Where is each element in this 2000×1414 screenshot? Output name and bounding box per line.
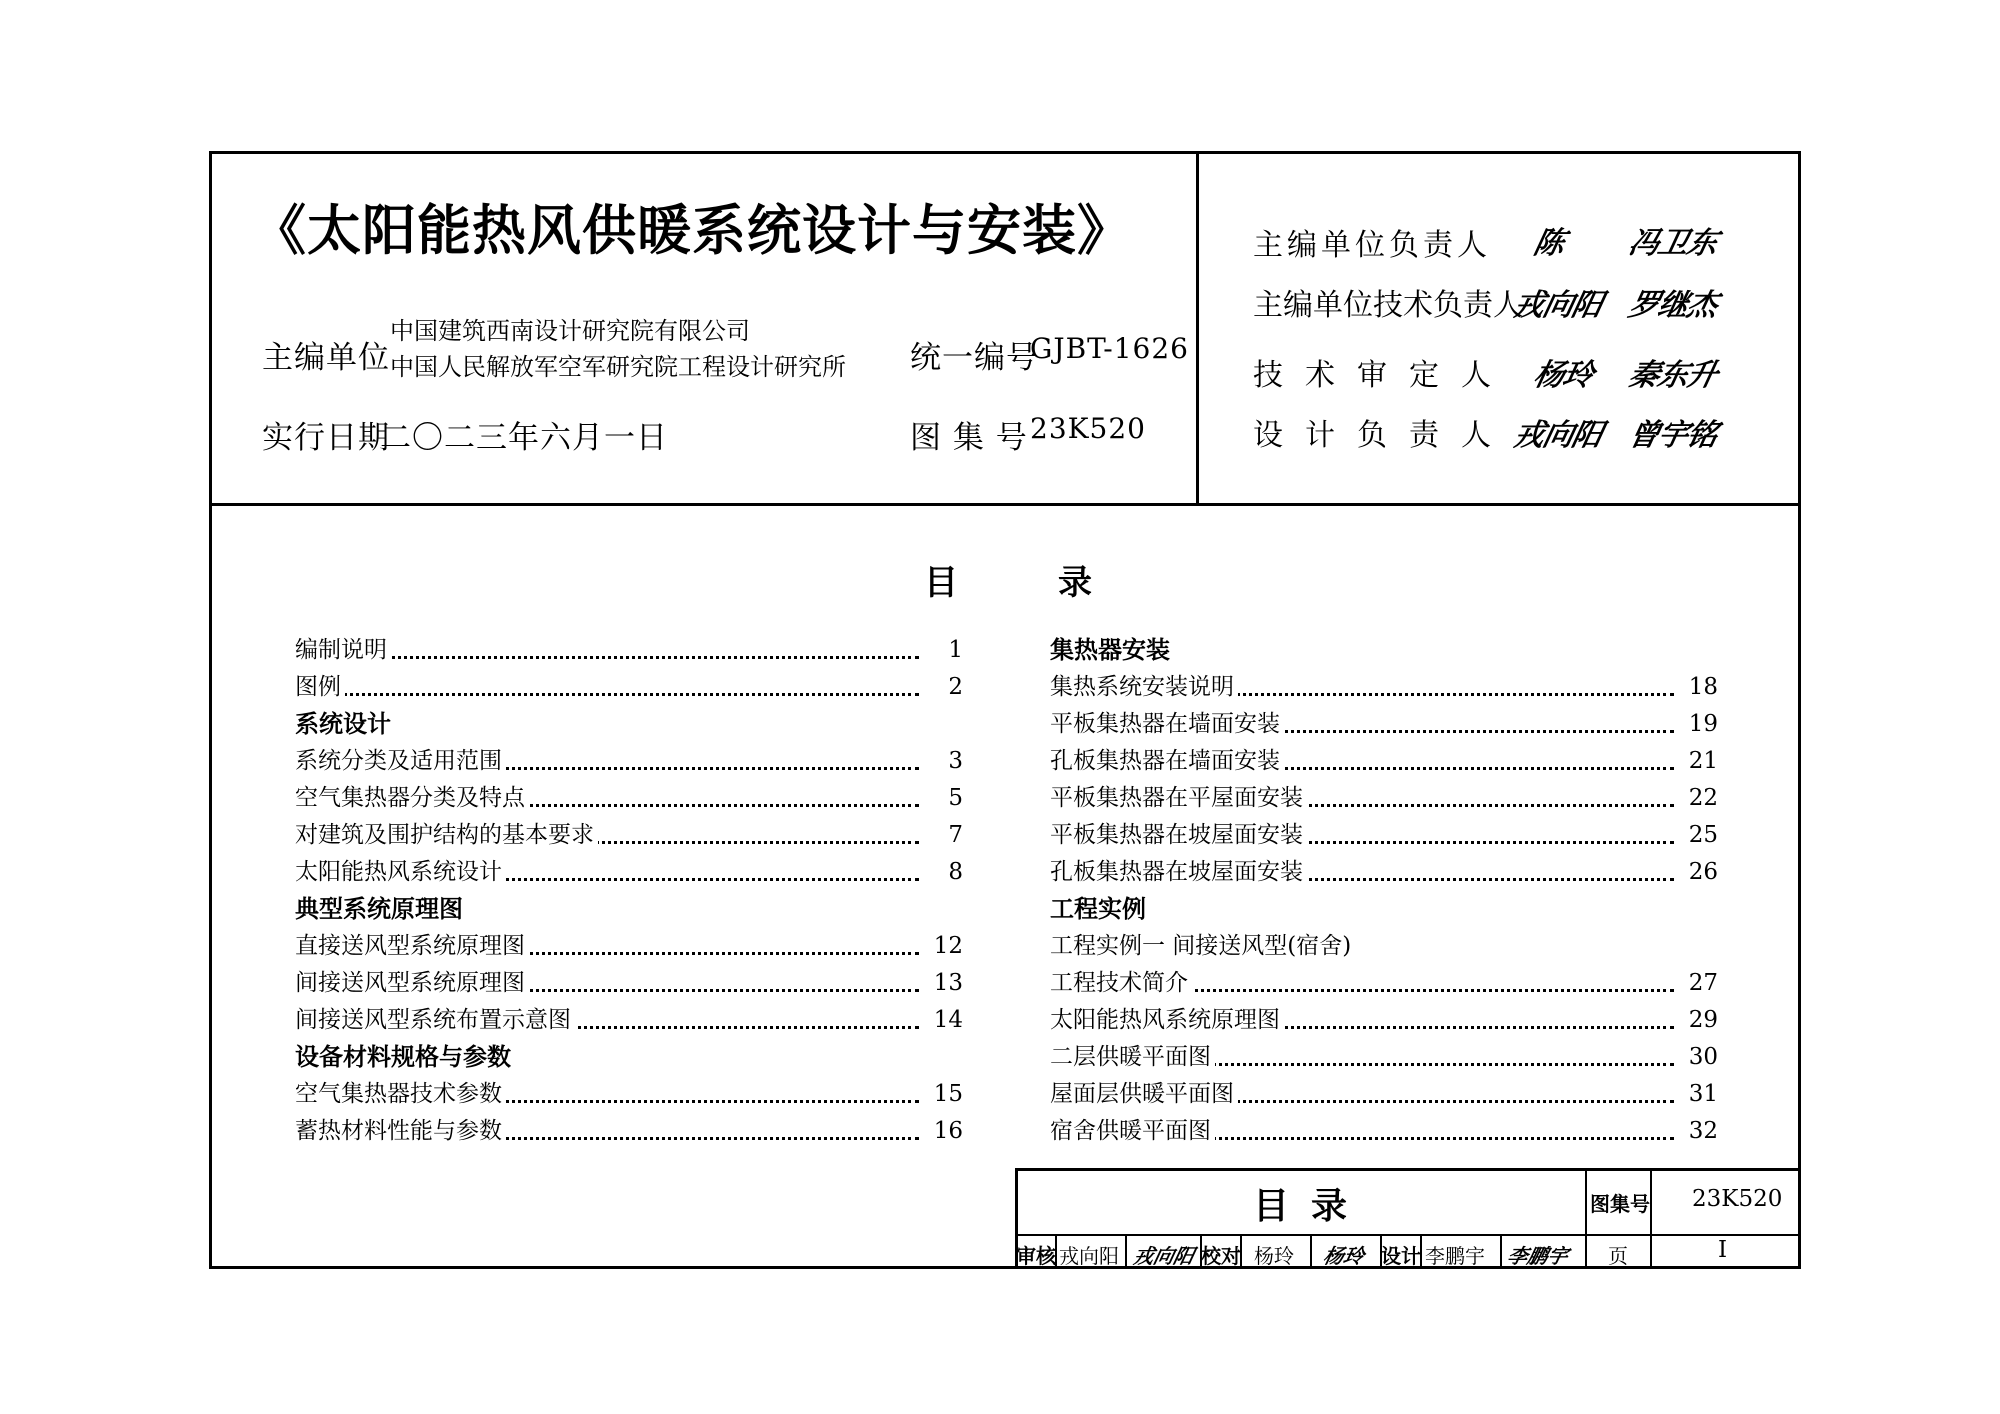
toc-section <box>295 706 963 743</box>
toc-entry <box>1050 817 1718 854</box>
atlas-no-label: 图 集 号 <box>910 420 1028 456</box>
toc-entry <box>295 1113 963 1150</box>
toc-page-number: 3 <box>919 743 963 780</box>
toc-entry-title: 蓄热材料性能与参数 <box>295 1118 506 1144</box>
toc-entry-title: 集热器安装 <box>1050 636 1174 664</box>
toc-entry <box>295 817 963 854</box>
signature-3a: 杨玲 <box>1530 358 1596 393</box>
responsible-label-1: 主编单位负责人 <box>1253 228 1491 263</box>
toc-page-number: 14 <box>919 1002 963 1039</box>
chief-unit-2: 中国人民解放军空军研究院工程设计研究所 <box>390 353 846 381</box>
chief-unit-1: 中国建筑西南设计研究院有限公司 <box>390 317 750 345</box>
toc-entry-title: 太阳能热风系统设计 <box>295 859 506 885</box>
signature-4a: 戎向阳 <box>1510 418 1605 453</box>
unified-no-label: 统一编号 <box>910 340 1038 376</box>
tb-design-label: 设计 <box>1381 1244 1421 1268</box>
signature-1a: 陈 <box>1530 226 1567 261</box>
toc-page-number: 19 <box>1674 706 1718 743</box>
toc-entry <box>295 1076 963 1113</box>
signature-2b: 罗继杰 <box>1625 288 1720 323</box>
toc-page-number: 8 <box>919 854 963 891</box>
toc-entry <box>1050 928 1718 965</box>
toc-page-number: 30 <box>1674 1039 1718 1076</box>
toc-entry-title: 孔板集热器在坡屋面安装 <box>1050 859 1307 885</box>
toc-entry <box>295 928 963 965</box>
unified-no: GJBT-1626 <box>1030 332 1189 365</box>
chief-unit-label: 主编单位 <box>262 340 390 376</box>
toc-entry <box>295 1002 963 1039</box>
tb-cell-line <box>1500 1235 1502 1268</box>
title-block-atlas-no: 23K520 <box>1692 1186 1783 1212</box>
toc-page-number: 1 <box>919 632 963 669</box>
atlas-title: 《太阳能热风供暖系统设计与安装》 <box>252 199 1132 262</box>
title-block-title: 目录 <box>1253 1186 1370 1227</box>
toc-section <box>295 1039 963 1076</box>
toc-left-column <box>295 632 963 1150</box>
toc-page-number: 26 <box>1674 854 1718 891</box>
toc-entry-title: 工程技术简介 <box>1050 970 1192 996</box>
toc-page-number: 25 <box>1674 817 1718 854</box>
toc-entry-title: 宿舍供暖平面图 <box>1050 1118 1215 1144</box>
toc-leader-dots <box>295 693 919 696</box>
toc-entry-title: 典型系统原理图 <box>295 895 467 923</box>
tb-cell-line <box>1125 1235 1127 1268</box>
title-block-atlas-label: 图集号 <box>1590 1192 1650 1216</box>
toc-entry-title: 间接送风型系统布置示意图 <box>295 1007 575 1033</box>
toc-entry-title: 空气集热器分类及特点 <box>295 785 529 811</box>
tb-design-name: 李鹏宇 <box>1425 1244 1485 1268</box>
toc-section <box>1050 891 1718 928</box>
toc-page-number: 15 <box>919 1076 963 1113</box>
tb-check-name: 杨玲 <box>1254 1244 1294 1268</box>
toc-entry <box>295 632 963 669</box>
tb-design-signature: 李鹏宇 <box>1505 1244 1571 1268</box>
toc-heading-mu: 目 <box>924 563 958 603</box>
toc-entry-title: 空气集热器技术参数 <box>295 1081 506 1107</box>
tb-review-signature: 戎向阳 <box>1131 1244 1197 1268</box>
title-block-top-border <box>1015 1168 1801 1171</box>
toc-entry <box>1050 854 1718 891</box>
tb-page-label: 页 <box>1608 1244 1628 1268</box>
toc-entry-title: 太阳能热风系统原理图 <box>1050 1007 1284 1033</box>
toc-entry <box>1050 669 1718 706</box>
toc-entry <box>1050 1002 1718 1039</box>
toc-entry <box>1050 743 1718 780</box>
responsible-label-2: 主编单位技术负责人 <box>1253 288 1523 323</box>
toc-entry <box>1050 1039 1718 1076</box>
toc-page-number: 21 <box>1674 743 1718 780</box>
toc-entry-title: 设备材料规格与参数 <box>295 1043 515 1071</box>
toc-entry <box>295 743 963 780</box>
toc-entry-title: 系统设计 <box>295 710 395 738</box>
toc-page-number: 29 <box>1674 1002 1718 1039</box>
toc-entry-title: 平板集热器在平屋面安装 <box>1050 785 1307 811</box>
toc-page-number: 5 <box>919 780 963 817</box>
toc-page-number: 31 <box>1674 1076 1718 1113</box>
toc-section <box>1050 632 1718 669</box>
header-divider-horizontal <box>209 503 1801 506</box>
toc-page-number: 13 <box>919 965 963 1002</box>
toc-page-number: 32 <box>1674 1113 1718 1150</box>
toc-entry-title: 间接送风型系统原理图 <box>295 970 529 996</box>
toc-entry-title: 平板集热器在墙面安装 <box>1050 711 1284 737</box>
toc-page-number: 12 <box>919 928 963 965</box>
toc-page-number: 27 <box>1674 965 1718 1002</box>
signature-4b: 曾宇铭 <box>1625 418 1720 453</box>
signature-3b: 秦东升 <box>1625 358 1720 393</box>
effective-date: 二〇二三年六月一日 <box>380 420 668 456</box>
toc-heading-lu: 录 <box>1058 563 1092 603</box>
toc-entry <box>295 854 963 891</box>
tb-cell-line <box>1310 1235 1312 1268</box>
title-block-middle-line <box>1015 1234 1801 1236</box>
toc-page-number: 16 <box>919 1113 963 1150</box>
toc-entry <box>1050 1076 1718 1113</box>
toc-entry-title: 系统分类及适用范围 <box>295 748 506 774</box>
toc-entry <box>1050 780 1718 817</box>
atlas-no: 23K520 <box>1030 412 1146 445</box>
responsible-label-4: 设计负责人 <box>1253 418 1513 453</box>
effective-date-label: 实行日期 <box>262 420 390 456</box>
toc-entry-title: 对建筑及围护结构的基本要求 <box>295 822 598 848</box>
toc-entry <box>1050 1113 1718 1150</box>
toc-entry <box>295 965 963 1002</box>
toc-entry-title: 工程实例一 间接送风型(宿舍) <box>1050 933 1355 959</box>
toc-entry-title: 直接送风型系统原理图 <box>295 933 529 959</box>
toc-entry-title: 集热系统安装说明 <box>1050 674 1238 700</box>
signature-2a: 戎向阳 <box>1510 288 1605 323</box>
tb-page-no: I <box>1718 1237 1728 1263</box>
responsible-label-3: 技术审定人 <box>1253 358 1513 393</box>
signature-1b: 冯卫东 <box>1625 226 1720 261</box>
toc-page-number: 2 <box>919 669 963 706</box>
toc-page-number: 7 <box>919 817 963 854</box>
tb-check-signature: 杨玲 <box>1321 1244 1367 1268</box>
toc-entry <box>295 780 963 817</box>
toc-entry-title: 图例 <box>295 674 345 700</box>
toc-entry-title: 屋面层供暖平面图 <box>1050 1081 1238 1107</box>
toc-entry-title: 平板集热器在坡屋面安装 <box>1050 822 1307 848</box>
title-block-divider-1 <box>1585 1168 1587 1268</box>
toc-entry-title: 工程实例 <box>1050 895 1150 923</box>
toc-entry <box>1050 706 1718 743</box>
toc-section <box>295 891 963 928</box>
toc-entry-title: 编制说明 <box>295 637 391 663</box>
header-divider-vertical <box>1196 151 1199 506</box>
tb-review-name: 戎向阳 <box>1059 1244 1119 1268</box>
toc-page-number: 22 <box>1674 780 1718 817</box>
toc-right-column <box>1050 632 1718 1150</box>
tb-review-label: 审核 <box>1016 1244 1056 1268</box>
toc-entry <box>295 669 963 706</box>
title-block-divider-2 <box>1650 1168 1652 1268</box>
toc-entry <box>1050 965 1718 1002</box>
toc-entry-title: 孔板集热器在墙面安装 <box>1050 748 1284 774</box>
toc-entry-title: 二层供暖平面图 <box>1050 1044 1215 1070</box>
toc-page-number: 18 <box>1674 669 1718 706</box>
tb-check-label: 校对 <box>1201 1244 1241 1268</box>
